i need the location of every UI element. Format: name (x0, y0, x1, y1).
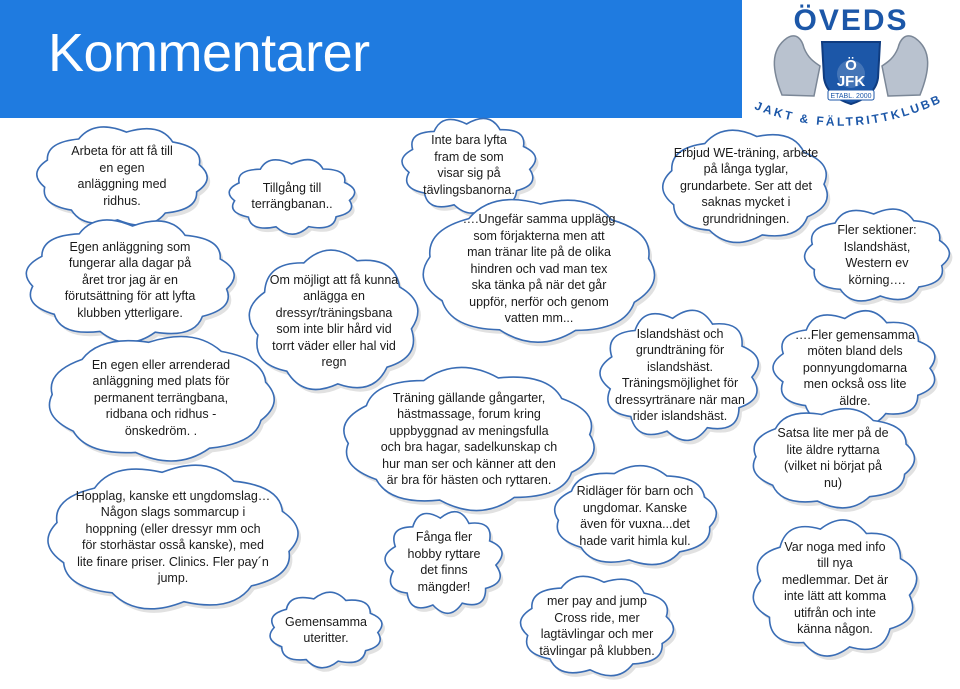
comment-text: Inte bara lyfta fram de som visar sig på tävlingsbanorna. (423, 133, 515, 197)
comment-text: Fler sektioner: Islandshäst, Western ev körning…. (837, 223, 917, 287)
logo-emblem-line: Ö (845, 57, 857, 74)
comment-text: En egen eller arrenderad anläggning med plats för permanent terrängbana, ridbana och ridhus - önskedröm. . (91, 357, 231, 438)
comment-cloud (252, 254, 416, 388)
comment-cloud (50, 468, 296, 606)
comment-cloud (230, 160, 354, 232)
comment-text: Ridläger för barn och ungdomar. Kanske även för vuxna...det hade varit himla kul. (576, 484, 694, 548)
comment-text: Hopplag, kanske ett ungdomslag… Någon slags sommarcup i hoppning (eller dressyr mm och för storhästar osså kanske), med lite finare priser. Clinics. Fler pay´n jump. (75, 488, 271, 585)
comment-text: Egen anläggning som fungerar alla dagar på året tror jag är en förutsättning för att lyfta klubben ytterligare. (64, 239, 196, 320)
comment-cloud (554, 468, 716, 564)
comment-cloud (28, 222, 232, 338)
page-title: Kommentarer (48, 23, 370, 83)
club-logo (742, 0, 960, 138)
comment-cloud (604, 314, 756, 436)
comment-text: Tillgång till terrängbanan.. (251, 180, 333, 211)
comment-text: Var noga med info till nya medlemmar. Det är inte lätt att komma utifrån och inte känna någon. (781, 539, 889, 636)
comment-text: ….Ungefär samma upplägg som förjakterna men att man tränar lite på de olika hindren och vad man tex ska tänka på när det går uppför, nerför och genom vatten mm... (462, 212, 616, 326)
comment-text: Satsa lite mer på de lite äldre ryttarna (vilket ni börjat på nu) (777, 426, 889, 490)
logo-emblem-line: JFK (836, 73, 866, 90)
comment-text: Erbjud WE-träning, arbete på långa tyglar, grundarbete. Ser att det saknas mycket i grundridningen. (673, 145, 819, 226)
logo-subtitle: JAKT & FÄLTRITTKLUBB (752, 91, 945, 129)
logo-banner: ETABL. 2000 (830, 93, 872, 100)
comment-text: Om möjligt att få kunna anlägga en dressyr/träningsbana som inte blir hård vid torrt väder eller hal vid regn (269, 272, 399, 369)
comment-text: mer pay and jump Cross ride, mer lagtävlingar och mer tävlingar på klubben. (539, 594, 655, 658)
comment-cloud (270, 594, 382, 666)
comment-text: Arbeta för att få till en egen anläggning med ridhus. (71, 144, 173, 208)
comment-cloud (48, 338, 274, 458)
comment-cloud (404, 120, 534, 210)
comment-cloud (752, 410, 914, 506)
comment-cloud (388, 514, 500, 610)
comment-text: Fånga fler hobby ryttare det finns mängder! (407, 530, 481, 594)
comment-cloud (776, 314, 934, 422)
comment-cloud (756, 524, 914, 652)
comment-cloud (38, 128, 206, 224)
comment-cloud (664, 132, 828, 240)
logo-name: ÖVEDS (793, 4, 909, 37)
comment-cloud (522, 578, 672, 674)
comment-text: Gemensamma uteritter. (285, 614, 367, 645)
comment-text: ….Fler gemensamma möten bland dels ponnyungdomarna men också oss lite äldre. (794, 327, 916, 408)
comment-text: Islandshäst och grundträning för islandshäst. Träningsmöjlighet för dressyrtränare när man rider islandshäst. (615, 326, 745, 423)
comment-text: Träning gällande gångarter, hästmassage, forum kring uppbyggnad av meningsfulla och bra hagar, sadelkunskap ch hur man ser och känner att den är bra för hästen och ryttaren. (380, 390, 558, 487)
comment-cloud (806, 210, 948, 300)
